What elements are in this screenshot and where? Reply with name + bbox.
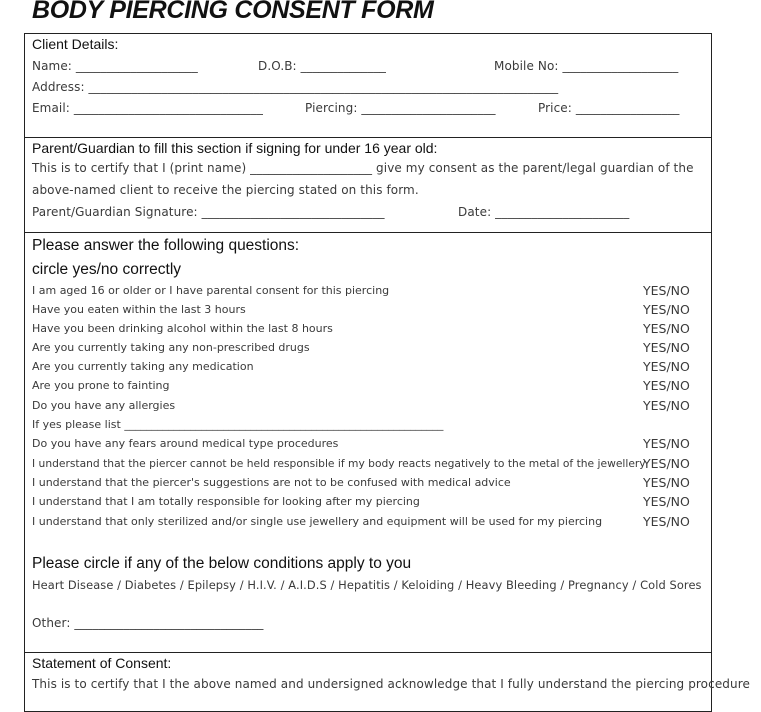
- yes-no-option[interactable]: YES/NO: [643, 283, 690, 298]
- conditions-list[interactable]: Heart Disease / Diabetes / Epilepsy / H.I.V. / A.I.D.S / Hepatitis / Keloiding / Heavy Bleeding / Pregnancy / Cold Sores: [32, 578, 702, 592]
- yes-no-option[interactable]: YES/NO: [643, 398, 690, 413]
- question-text: Do you have any allergies: [32, 399, 176, 412]
- consent-text: This is to certify that I the above named and undersigned acknowledge that I fully understand the piercing procedure: [32, 677, 750, 691]
- name-field[interactable]: Name: ____________________: [32, 59, 198, 73]
- allergies-list-field[interactable]: If yes please list __________________________________________________________: [32, 418, 444, 431]
- question-text: Have you been drinking alcohol within the last 8 hours: [32, 322, 333, 335]
- yes-no-option[interactable]: YES/NO: [643, 436, 690, 451]
- question-text: I understand that only sterilized and/or single use jewellery and equipment will be used for my piercing: [32, 515, 603, 528]
- address-field[interactable]: Address: _____________________________________________________________________________: [32, 80, 559, 94]
- question-text: Are you currently taking any medication: [32, 360, 254, 373]
- other-conditions-field[interactable]: Other: _______________________________: [32, 616, 264, 630]
- guardian-certify-line[interactable]: This is to certify that I (print name) ____________________ give my consent as the parent/legal guardian of the: [32, 161, 694, 175]
- dob-field[interactable]: D.O.B: ______________: [258, 59, 387, 73]
- yes-no-option[interactable]: YES/NO: [643, 340, 690, 355]
- question-text: I am aged 16 or older or I have parental consent for this piercing: [32, 284, 390, 297]
- questions-heading: Please answer the following questions:: [32, 237, 300, 254]
- question-text: Are you prone to fainting: [32, 379, 170, 392]
- yes-no-option[interactable]: YES/NO: [643, 302, 690, 317]
- questions-subheading: circle yes/no correctly: [32, 261, 182, 278]
- question-text: Are you currently taking any non-prescribed drugs: [32, 341, 310, 354]
- form-title: BODY PIERCING CONSENT FORM: [32, 0, 434, 24]
- guardian-certify-line-2: above-named client to receive the piercing stated on this form.: [32, 183, 419, 197]
- yes-no-option[interactable]: YES/NO: [643, 475, 690, 490]
- conditions-heading: Please circle if any of the below conditions apply to you: [32, 555, 412, 572]
- yes-no-option[interactable]: YES/NO: [643, 321, 690, 336]
- piercing-field[interactable]: Piercing: ______________________: [305, 101, 496, 115]
- question-text: Do you have any fears around medical type procedures: [32, 437, 339, 450]
- yes-no-option[interactable]: YES/NO: [643, 514, 690, 529]
- price-field[interactable]: Price: _________________: [538, 101, 680, 115]
- mobile-field[interactable]: Mobile No: ___________________: [494, 59, 679, 73]
- client-details-heading: Client Details:: [32, 36, 119, 52]
- yes-no-option[interactable]: YES/NO: [643, 494, 690, 509]
- guardian-date-field[interactable]: Date: ______________________: [458, 205, 630, 219]
- consent-heading: Statement of Consent:: [32, 655, 172, 671]
- question-text: Have you eaten within the last 3 hours: [32, 303, 246, 316]
- yes-no-option[interactable]: YES/NO: [643, 456, 690, 471]
- question-text: I understand that the piercer's suggestions are not to be confused with medical advice: [32, 476, 511, 489]
- email-field[interactable]: Email: _______________________________: [32, 101, 263, 115]
- yes-no-option[interactable]: YES/NO: [643, 378, 690, 393]
- question-text: I understand that the piercer cannot be held responsible if my body reacts negatively to the metal of the jewellery: [32, 457, 646, 470]
- yes-no-option[interactable]: YES/NO: [643, 359, 690, 374]
- guardian-signature-field[interactable]: Parent/Guardian Signature: ______________________________: [32, 205, 385, 219]
- guardian-heading: Parent/Guardian to fill this section if signing for under 16 year old:: [32, 140, 438, 156]
- question-text: I understand that I am totally responsible for looking after my piercing: [32, 495, 420, 508]
